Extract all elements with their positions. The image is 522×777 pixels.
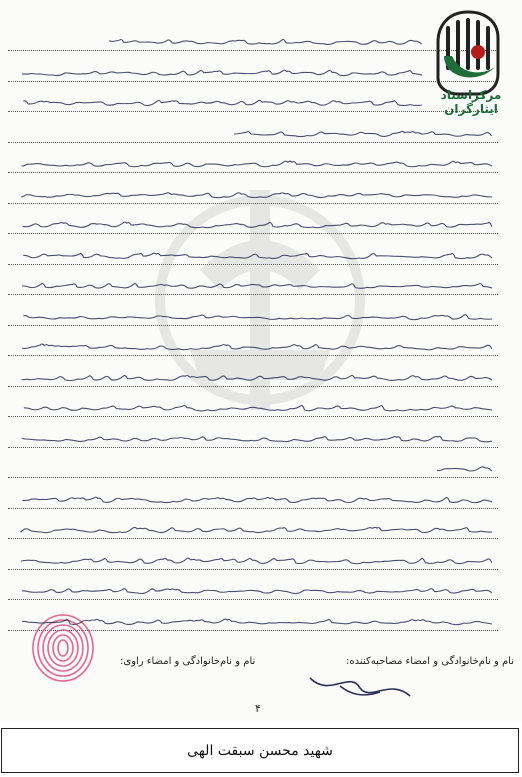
handwriting-line-icon	[20, 341, 492, 353]
dotted-rule-line	[8, 355, 498, 356]
handwriting-line-icon	[20, 494, 492, 506]
handwriting-line-icon	[20, 250, 492, 262]
dotted-rule-line	[8, 142, 498, 143]
dotted-rule-line	[8, 599, 498, 600]
handwriting-line-icon	[20, 280, 492, 292]
dotted-rule-line	[8, 569, 498, 570]
dotted-rule-line	[8, 172, 498, 173]
handwriting-line-icon	[435, 463, 492, 475]
dotted-rule-line	[8, 416, 498, 417]
dotted-rule-line	[8, 203, 498, 204]
handwriting-line-icon	[20, 524, 492, 536]
page-number: ۴	[255, 702, 261, 715]
dotted-rule-line	[8, 508, 498, 509]
handwriting-line-icon	[20, 67, 422, 79]
dotted-rule-line	[8, 477, 498, 478]
caption-box	[1, 728, 519, 773]
caption-text: شهید محسن سبقت الهی	[187, 742, 333, 759]
interviewer-signature-icon	[300, 668, 420, 704]
handwriting-line-icon	[20, 219, 492, 231]
handwriting-line-icon	[232, 128, 492, 140]
narrator-signature-label: نام و نام‌خانوادگی و امضاء راوی:	[120, 656, 256, 667]
dotted-rule-line	[8, 386, 498, 387]
handwriting-line-icon	[20, 616, 492, 628]
dotted-rule-line	[8, 447, 498, 448]
handwriting-line-icon	[20, 189, 492, 201]
handwriting-line-icon	[20, 372, 492, 384]
handwriting-line-icon	[20, 97, 422, 109]
logo-text: مرکزاسناد ایثارگران	[440, 88, 502, 116]
dotted-rule-line	[8, 264, 498, 265]
handwriting-line-icon	[20, 402, 492, 414]
interviewer-signature-label: نام و نام‌خانوادگی و امضاء مصاحبه‌کننده:	[346, 656, 514, 667]
handwriting-line-icon	[20, 555, 492, 567]
handwriting-line-icon	[20, 311, 492, 323]
dotted-rule-line	[8, 294, 498, 295]
dotted-rule-line	[8, 325, 498, 326]
handwriting-line-icon	[20, 158, 492, 170]
handwriting-line-icon	[20, 433, 492, 445]
dotted-rule-line	[8, 538, 498, 539]
dotted-rule-line	[8, 233, 498, 234]
handwriting-line-icon	[108, 36, 422, 48]
handwriting-line-icon	[20, 585, 492, 597]
